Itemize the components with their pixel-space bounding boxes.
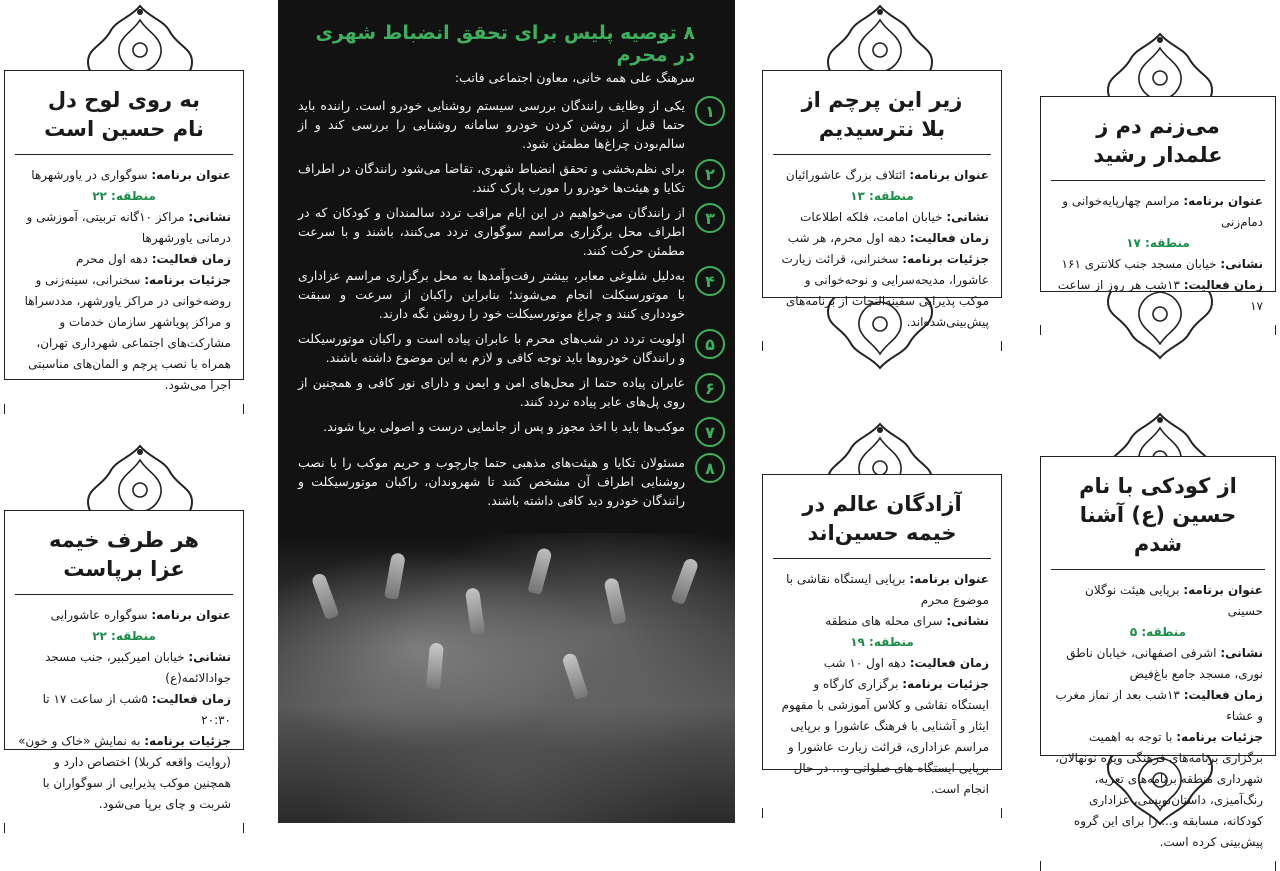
program-card-b — [4, 510, 244, 811]
tip-item — [298, 266, 725, 323]
card-title: زیر این پرچم از بلا نترسیدیم — [773, 70, 991, 155]
tip-item — [298, 329, 725, 367]
program-label: عنوان برنامه: — [909, 572, 989, 586]
details-value: سخنرانی، سینه‌زنی و روضه‌خوانی در مراکز یاورشهر، مددسراها و مراکز پویاشهر سازمان خدمات و مشارکت‌های اجتماعی شهرداری تهران، همراه با نصب پرچم و المان‌های مناسبتی اجرا می‌شود. — [24, 273, 231, 392]
tip-text: به‌دلیل شلوغی معابر، بیشتر رفت‌وآمدها به محل برگزاری مراسم عزاداری با موتورسیکلت انجام می‌شوند؛ بنابراین راکبان از سرعت و سبقت خودداری کنند و چراغ موتورسیکلت خود را روشن نگه دارند. — [298, 268, 685, 321]
tip-number: ۶ — [695, 373, 725, 403]
card-title: می‌زنم دم ز علمدار رشید — [1051, 96, 1265, 181]
card-body — [5, 595, 243, 823]
program-card-c — [762, 70, 1002, 329]
address-label: نشانی: — [188, 210, 231, 224]
address-value: مراکز ۱۰گانه تربیتی، آموزشی و درمانی یاورشهرها — [26, 210, 231, 245]
tip-number: ۴ — [695, 266, 725, 296]
details-value: برگزاری کارگاه و ایستگاه نقاشی و کلاس آموزشی با مفهوم ایثار و آشنایی با فرهنگ عاشورا و برپایی مراسم عزاداری، قرائت زیارت عاشورا و برپایی ایستگاه های صلواتی و... در حال انجام است. — [781, 677, 989, 796]
tips-list — [298, 96, 725, 516]
time-label: زمان فعالیت: — [151, 252, 231, 266]
time-label: زمان فعالیت: — [909, 231, 989, 245]
tip-number: ۳ — [695, 203, 725, 233]
tip-number: ۵ — [695, 329, 725, 359]
card-title: هر طرف خیمه عزا برپاست — [15, 510, 233, 595]
program-label: عنوان برنامه: — [151, 608, 231, 622]
program-label: عنوان برنامه: — [909, 168, 989, 182]
address-value: خیابان امامت، فلکه اطلاعات — [800, 210, 943, 224]
card-title: به روی لوح دل نام حسین است — [15, 70, 233, 155]
program-value: مراسم چهارپایه‌خوانی و دمام‌زنی — [1062, 194, 1263, 229]
time-label: زمان فعالیت: — [1183, 688, 1263, 702]
details-label: جزئیات برنامه: — [1176, 730, 1263, 744]
time-value: ۵شب از ساعت ۱۷ تا ۲۰:۳۰ — [42, 692, 231, 727]
address-label: نشانی: — [188, 650, 231, 664]
area-label: منطقه: ۱۹ — [850, 635, 914, 649]
tip-text: اولویت تردد در شب‌های محرم با عابران پیاده است و راکبان موتورسیکلت و رانندگان خودروها باید توجه کافی و لازم به این موضوع داشته باشند. — [298, 331, 685, 365]
details-value: به نمایش «خاک و خون» (روایت واقعه کربلا) اختصاص دارد و همچنین موکب پذیرایی از سوگواران با شربت و چای برپا می‌شود. — [18, 734, 231, 811]
program-card-e — [1040, 96, 1276, 313]
police-tips-panel — [278, 0, 735, 823]
time-label: زمان فعالیت: — [151, 692, 231, 706]
area-label: منطقه: ۵ — [1129, 625, 1187, 639]
card-title: آزادگان عالم در خیمه حسین‌اند — [773, 474, 991, 559]
program-label: عنوان برنامه: — [1183, 194, 1263, 208]
program-card-f — [1040, 456, 1276, 849]
area-label: منطقه: ۱۷ — [1126, 236, 1190, 250]
card-body — [763, 155, 1001, 341]
program-value: برپایی ایستگاه نقاشی با موضوع محرم — [786, 572, 989, 607]
panel-intro: سرهنگ علی همه خانی، معاون اجتماعی فاتب: — [454, 70, 695, 85]
card-title: از کودکی با نام حسین (ع) آشنا شدم — [1051, 456, 1265, 570]
address-label: نشانی: — [946, 614, 989, 628]
time-value: دهه اول محرم — [76, 252, 148, 266]
area-label: منطقه: ۲۲ — [92, 189, 156, 203]
tip-item — [298, 417, 725, 447]
tip-text: عابران پیاده حتما از محل‌های امن و ایمن و دارای نور کافی و همچنین از روی پل‌های عابر پیاده تردد کنند. — [298, 375, 685, 409]
time-value: ۱۳شب بعد از نماز مغرب و عشاء — [1055, 688, 1263, 723]
program-value: سوگواری در یاورشهرها — [31, 168, 148, 182]
address-label: نشانی: — [1220, 257, 1263, 271]
time-label: زمان فعالیت: — [1183, 278, 1263, 292]
address-label: نشانی: — [946, 210, 989, 224]
time-value: دهه اول ۱۰ شب — [823, 656, 906, 670]
card-body — [1041, 181, 1275, 325]
details-label: جزئیات برنامه: — [902, 252, 989, 266]
program-value: برپایی هیئت نوگلان حسینی — [1085, 583, 1263, 618]
tip-item — [298, 453, 725, 510]
tip-item — [298, 159, 725, 197]
details-value: سخنرانی، قرائت زیارت عاشورا، مدیحه‌سرایی و نوحه‌خوانی و موکب پذیرایی سفینه‌النجات از برنامه‌های پیش‌بینی‌شده‌اند. — [781, 252, 989, 329]
area-label: منطقه: ۲۲ — [92, 629, 156, 643]
tip-text: از رانندگان می‌خواهیم در این ایام مراقب تردد سالمندان و کودکان که در اطراف محل برگزاری مراسم سوگواری تردد می‌کنند، باشند و با سرعت مطمئن حرکت کنند. — [298, 205, 685, 258]
time-label: زمان فعالیت: — [909, 656, 989, 670]
tip-text: یکی از وظایف رانندگان بررسی سیستم روشنایی خودرو است. راننده باید حتما قبل از روشن کردن خودرو سامانه روشنایی را بررسی کند و از سالم‌بودن چراغ‌ها مطمئن شود. — [298, 98, 685, 151]
details-label: جزئیات برنامه: — [144, 734, 231, 748]
details-label: جزئیات برنامه: — [144, 273, 231, 287]
area-label: منطقه: ۱۳ — [850, 189, 914, 203]
card-body — [5, 155, 243, 404]
time-value: دهه اول محرم، هر شب — [787, 231, 906, 245]
tip-text: مسئولان تکایا و هیئت‌های مذهبی حتما چارچوب و حریم موکب را با نصب روشنایی اطراف آن مشخص کنند تا شهروندان، راکبان موتورسیکلت و رانندگان خودرو دید کافی داشته باشند. — [298, 455, 685, 508]
address-value: سرای محله های منطقه — [825, 614, 943, 628]
mourning-crowd-photo — [278, 533, 735, 823]
program-value: سوگواره عاشورایی — [50, 608, 148, 622]
program-card-a — [4, 70, 244, 392]
address-value: خیابان امیرکبیر، جنب مسجد جوادالائمه(ع) — [45, 650, 231, 685]
card-body — [1041, 570, 1275, 861]
tip-number: ۷ — [695, 417, 725, 447]
program-card-d — [762, 474, 1002, 796]
tip-number: ۲ — [695, 159, 725, 189]
tip-item — [298, 96, 725, 153]
tip-number: ۱ — [695, 96, 725, 126]
tip-text: موکب‌ها باید با اخذ مجوز و پس از جانمایی درست و اصولی برپا شوند. — [323, 419, 685, 434]
program-label: عنوان برنامه: — [1183, 583, 1263, 597]
tip-text: برای نظم‌بخشی و تحقق انضباط شهری، تقاضا می‌شود رانندگان در اطراف تکایا و هیئت‌ها خودرو را مورب پارک کنند. — [298, 161, 685, 195]
tip-item — [298, 373, 725, 411]
details-label: جزئیات برنامه: — [902, 677, 989, 691]
address-label: نشانی: — [1220, 646, 1263, 660]
card-body — [763, 559, 1001, 808]
panel-title: ۸ توصیه پلیس برای تحقق انضباط شهری در محرم — [315, 22, 695, 66]
time-value: ۱۳شب هر روز از ساعت ۱۷ — [1057, 278, 1263, 313]
address-value: اشرفی اصفهانی، خیابان ناطق نوری، مسجد جامع باغ‌فیض — [1066, 646, 1263, 681]
program-label: عنوان برنامه: — [151, 168, 231, 182]
tip-item — [298, 203, 725, 260]
tip-number: ۸ — [695, 453, 725, 483]
program-value: ائتلاف بزرگ عاشورائیان — [785, 168, 906, 182]
details-value: با توجه به اهمیت برگزاری برنامه‌های فرهنگی ویژه نونهالان، شهرداری منطقه برنامه‌های تعزیه، رنگ‌آمیزی، داستان‌نویسی، عزاداری کودکانه، مسابقه و... را برای این گروه پیش‌بینی کرده است. — [1055, 730, 1263, 849]
address-value: خیابان مسجد جنب کلانتری ۱۶۱ — [1061, 257, 1217, 271]
